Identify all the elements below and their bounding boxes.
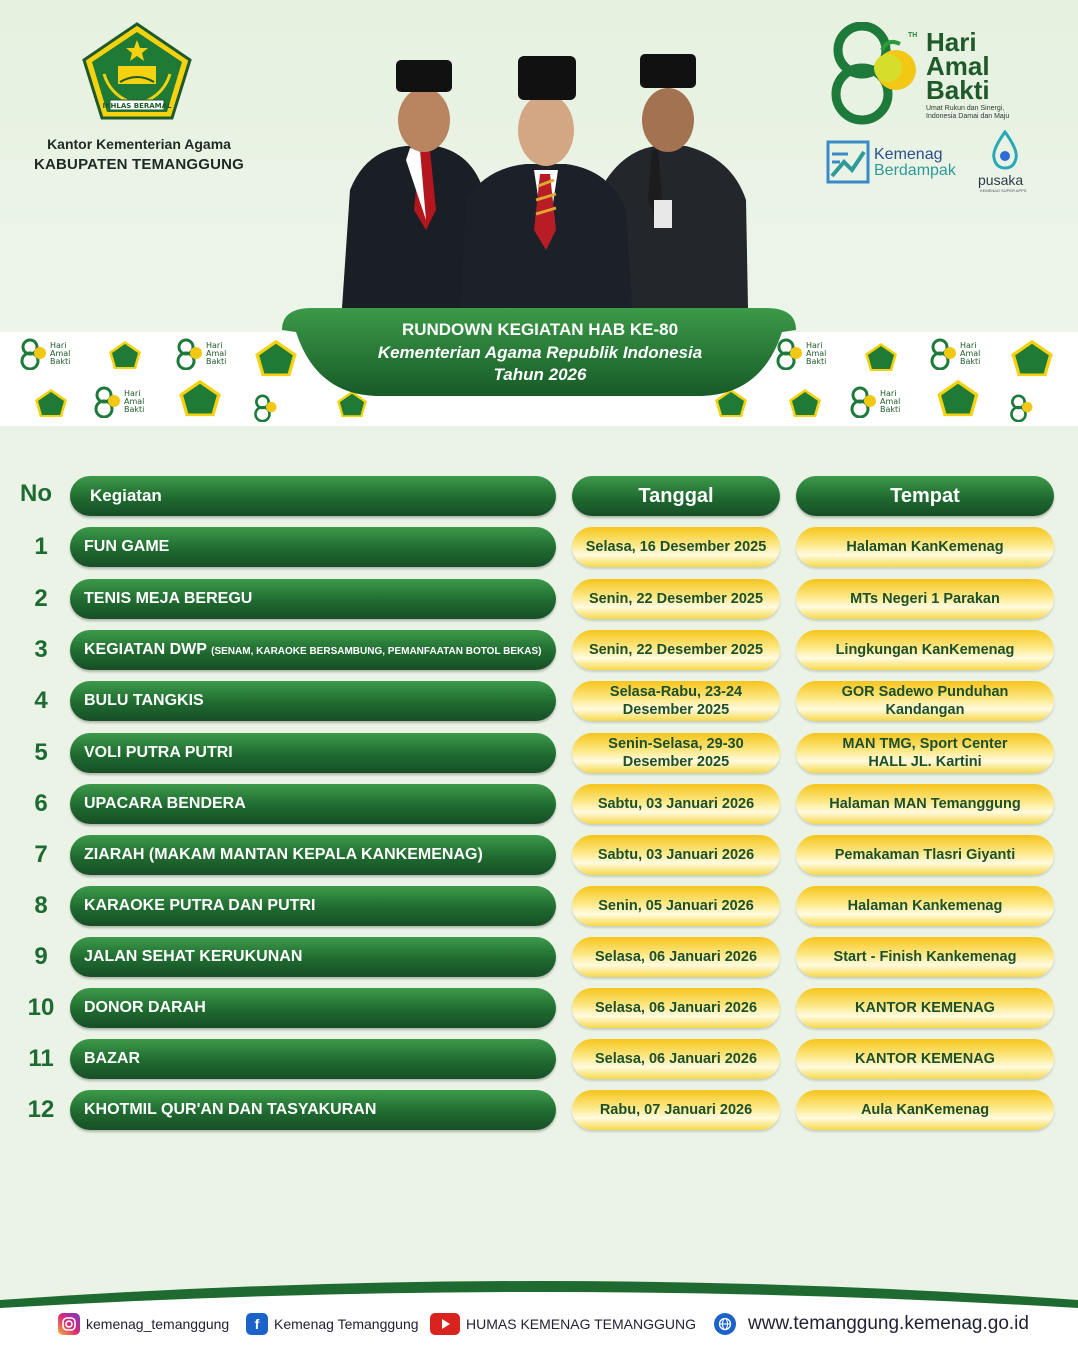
row-tanggal: Senin, 05 Januari 2026 (572, 886, 780, 926)
berdampak-line1: Kemenag (874, 146, 943, 163)
svg-text:Amal: Amal (806, 349, 827, 358)
row-kegiatan: BULU TANGKIS (70, 681, 556, 721)
row-kegiatan: JALAN SEHAT KERUKUNAN (70, 937, 556, 977)
row-kegiatan: FUN GAME (70, 527, 556, 567)
row-tanggal: Senin, 22 Desember 2025 (572, 579, 780, 619)
svg-text:Bakti: Bakti (206, 357, 227, 366)
emblem-text: IKHLAS BERAMAL (102, 102, 172, 110)
header-tanggal: Tanggal (572, 476, 780, 516)
row-kegiatan: DONOR DARAH (70, 988, 556, 1028)
svg-text:Hari: Hari (50, 341, 67, 350)
row-number: 4 (34, 687, 48, 714)
row-kegiatan: TENIS MEJA BEREGU (70, 579, 556, 619)
row-tanggal: Selasa, 16 Desember 2025 (572, 527, 780, 567)
row-tempat: GOR Sadewo Punduhan Kandangan (796, 681, 1054, 721)
header-no: No (20, 480, 52, 507)
mini-hab-logo-icon (1006, 394, 1066, 422)
row-number: 1 (34, 533, 48, 560)
hab-th-label: TH (908, 32, 918, 39)
row-tanggal: Sabtu, 03 Januari 2026 (572, 835, 780, 875)
instagram-icon (58, 1313, 80, 1335)
row-kegiatan (70, 630, 556, 670)
youtube-icon (430, 1313, 460, 1335)
row-tempat: Halaman Kankemenag (796, 886, 1054, 926)
hab-title (926, 27, 990, 105)
mini-hab-logo-icon (94, 386, 154, 418)
svg-text:Amal: Amal (206, 349, 227, 358)
mini-emblem-icon (34, 388, 68, 418)
row-tanggal: Selasa, 06 Januari 2026 (572, 988, 780, 1028)
globe-icon (714, 1313, 736, 1335)
row-number: 9 (34, 943, 48, 970)
row-tanggal: Rabu, 07 Januari 2026 (572, 1090, 780, 1130)
svg-text:Bakti: Bakti (806, 357, 827, 366)
mini-emblem-icon (864, 342, 898, 372)
mini-hab-logo-icon (930, 338, 990, 370)
svg-text:Amal: Amal (880, 397, 901, 406)
mini-emblem-icon (108, 340, 142, 370)
hab-title-word3: Bakti (926, 75, 990, 105)
row-number: 7 (34, 841, 48, 868)
row-kegiatan: VOLI PUTRA PUTRI (70, 733, 556, 773)
svg-text:Bakti: Bakti (124, 405, 145, 414)
row-tempat: MAN TMG, Sport Center HALL JL. Kartini (796, 733, 1054, 773)
svg-text:Bakti: Bakti (50, 357, 71, 366)
facebook-icon: f (246, 1313, 268, 1335)
pusaka-drop-icon (990, 130, 1020, 170)
mini-emblem-icon (936, 378, 980, 418)
office-name-line2: KABUPATEN TEMANGGUNG (33, 156, 245, 173)
kemenag-emblem-icon (80, 22, 194, 120)
mini-hab-logo-icon (250, 394, 310, 422)
hab-tagline (926, 105, 1056, 121)
row-kegiatan: ZIARAH (MAKAM MANTAN KEPALA KANKEMENAG) (70, 835, 556, 875)
instagram-handle: kemenag_temanggung (86, 1316, 230, 1332)
svg-text:Hari: Hari (806, 341, 823, 350)
row-tempat: KANTOR KEMENAG (796, 1039, 1054, 1079)
svg-text:Hari: Hari (960, 341, 977, 350)
row-tempat: Start - Finish Kankemenag (796, 937, 1054, 977)
svg-text:Amal: Amal (50, 349, 71, 358)
row-tempat: KANTOR KEMENAG (796, 988, 1054, 1028)
svg-text:Amal: Amal (960, 349, 981, 358)
hab-tagline-line2: Indonesia Damai dan Maju (926, 113, 1010, 120)
footer-facebook[interactable] (246, 1312, 419, 1336)
mini-emblem-icon (178, 378, 222, 418)
banner-year: Tahun 2026 (493, 365, 587, 384)
row-kegiatan: KARAOKE PUTRA DAN PUTRI (70, 886, 556, 926)
row-tempat: Halaman MAN Temanggung (796, 784, 1054, 824)
row-number: 11 (28, 1045, 54, 1072)
svg-text:Bakti: Bakti (880, 405, 901, 414)
row-number: 10 (27, 994, 55, 1021)
banner-title: RUNDOWN KEGIATAN HAB KE-80 (401, 320, 679, 339)
banner-subtitle: Kementerian Agama Republik Indonesia (377, 343, 703, 362)
facebook-handle: Kemenag Temanggung (274, 1316, 419, 1332)
row-kegiatan: KHOTMIL QUR'AN DAN TASYAKURAN (70, 1090, 556, 1130)
row-tempat: Pemakaman Tlasri Giyanti (796, 835, 1054, 875)
website-url: www.temanggung.kemenag.go.id (748, 1313, 1029, 1334)
svg-text:Hari: Hari (124, 389, 141, 398)
hab-tagline-line1: Umat Rukun dan Sinergi, (926, 105, 1005, 112)
hab-title-word2: Amal (926, 51, 990, 81)
pusaka-name: pusaka (978, 172, 1024, 188)
row-kegiatan-main: KEGIATAN DWP (84, 641, 207, 658)
row-number: 3 (34, 636, 48, 663)
row-tanggal: Senin-Selasa, 29-30 Desember 2025 (572, 733, 780, 773)
row-tanggal: Selasa, 06 Januari 2026 (572, 1039, 780, 1079)
footer-youtube[interactable] (430, 1312, 696, 1336)
svg-text:Amal: Amal (124, 397, 145, 406)
row-tempat: MTs Negeri 1 Parakan (796, 579, 1054, 619)
header-tempat: Tempat (796, 476, 1054, 516)
mini-hab-logo-icon (20, 338, 80, 370)
mini-hab-logo-icon (850, 386, 910, 418)
mini-hab-logo-icon (176, 338, 236, 370)
mini-emblem-icon (1010, 338, 1054, 378)
row-tanggal: Sabtu, 03 Januari 2026 (572, 784, 780, 824)
row-tempat: Lingkungan KanKemenag (796, 630, 1054, 670)
row-tempat: Aula KanKemenag (796, 1090, 1054, 1130)
row-number: 6 (34, 790, 48, 817)
row-tanggal: Selasa, 06 Januari 2026 (572, 937, 780, 977)
header-kegiatan: Kegiatan (70, 476, 556, 516)
row-number: 12 (27, 1096, 55, 1123)
svg-text:Bakti: Bakti (960, 357, 981, 366)
berdampak-line2: Berdampak (874, 162, 956, 179)
row-number: 5 (34, 739, 48, 766)
hab-title-word1: Hari (926, 27, 977, 57)
footer-instagram[interactable] (58, 1312, 229, 1336)
pusaka-sub: KEMENAG SUPER APPS (980, 188, 1027, 193)
officials-photo (336, 50, 750, 308)
row-kegiatan-detail: (SENAM, KARAOKE BERSAMBUNG, PEMANFAATAN BOTOL BEKAS) (211, 646, 542, 657)
row-kegiatan: BAZAR (70, 1039, 556, 1079)
office-name-line1: Kantor Kementerian Agama (47, 136, 231, 152)
svg-text:Hari: Hari (880, 389, 897, 398)
footer-website[interactable] (714, 1312, 1029, 1336)
row-kegiatan: UPACARA BENDERA (70, 784, 556, 824)
official-center (460, 56, 632, 308)
row-tempat: Halaman KanKemenag (796, 527, 1054, 567)
row-tanggal: Senin, 22 Desember 2025 (572, 630, 780, 670)
svg-text:Hari: Hari (206, 341, 223, 350)
row-number: 8 (34, 892, 48, 919)
row-number: 2 (34, 585, 48, 612)
row-tanggal: Selasa-Rabu, 23-24 Desember 2025 (572, 681, 780, 721)
youtube-handle: HUMAS KEMENAG TEMANGGUNG (466, 1316, 696, 1332)
